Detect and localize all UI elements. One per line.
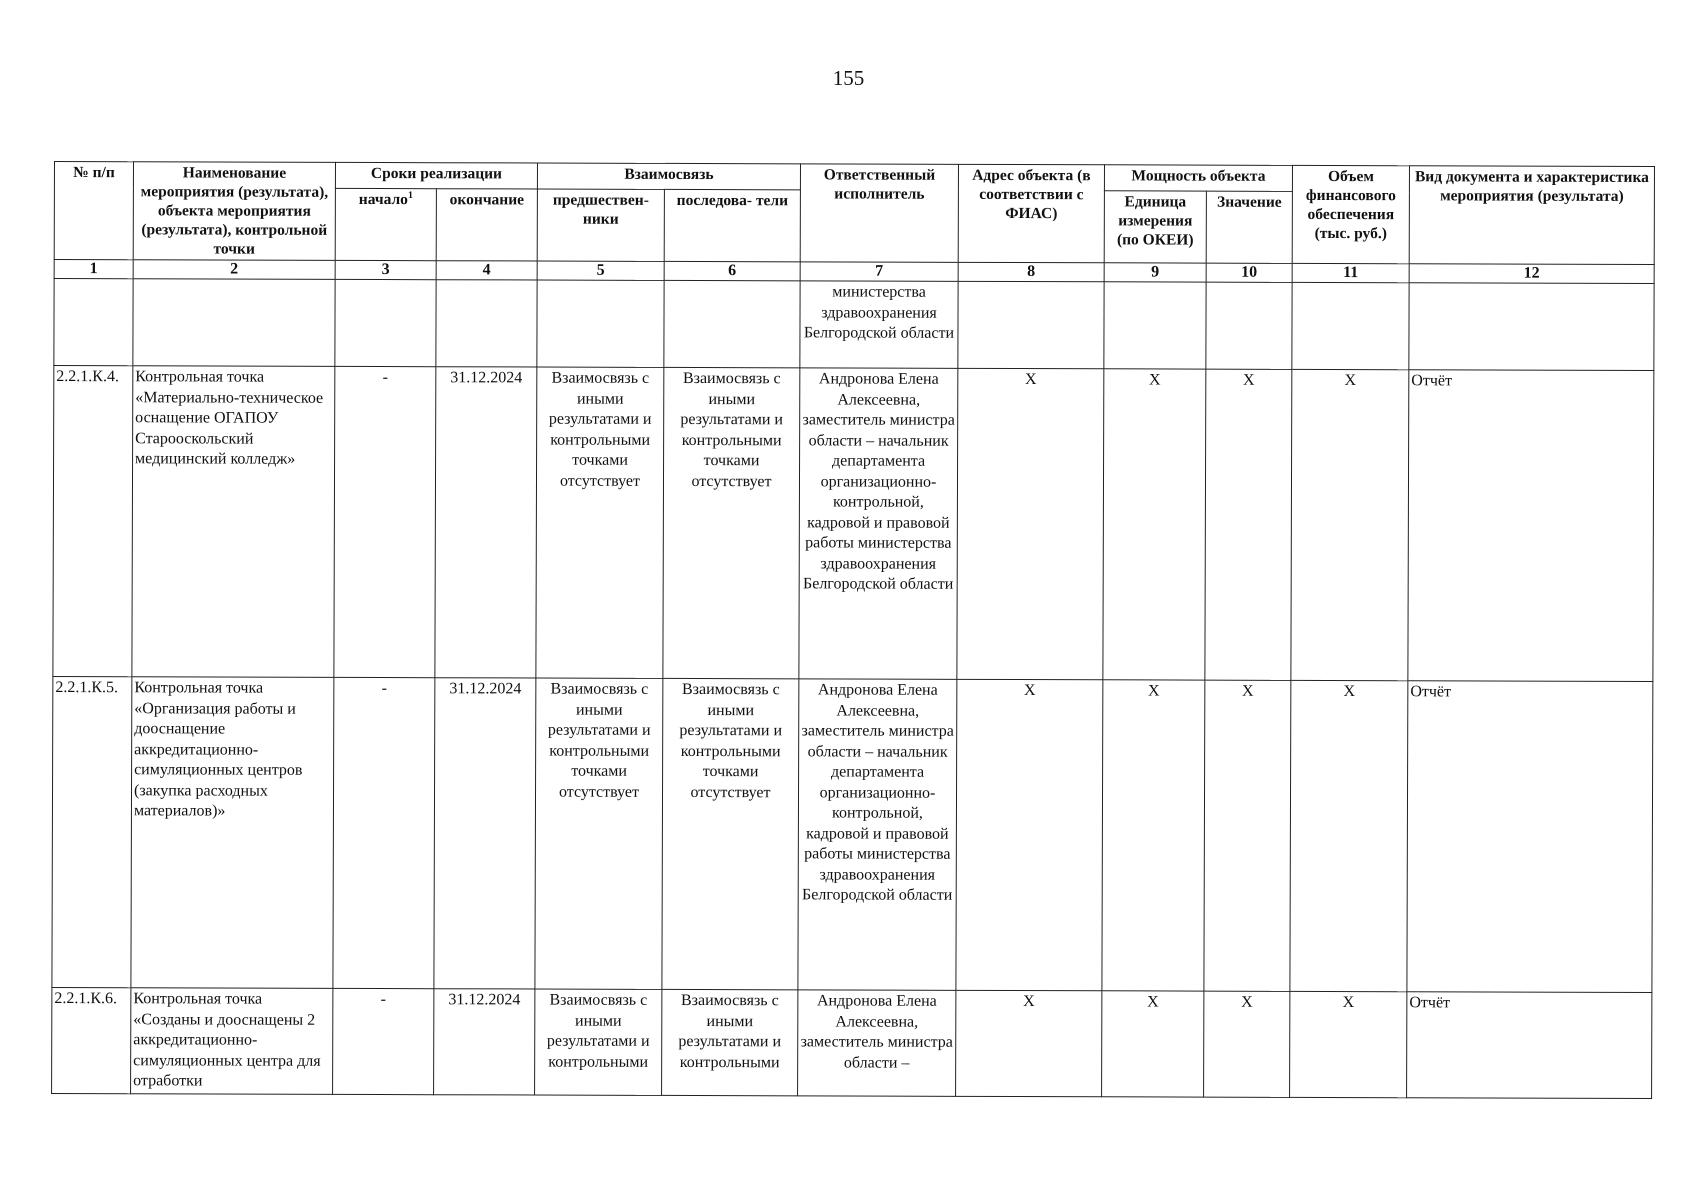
row-name: Контрольная точка «Материально-техническое оснащение ОГАПОУ Старооскольский медицинский колледж» — [132, 366, 335, 678]
colnum-5: 5 — [537, 261, 664, 280]
cont-doc — [1409, 283, 1654, 371]
row-unit: X — [1102, 991, 1204, 1097]
header-unit: Единица измерения (по ОКЕИ) — [1104, 191, 1206, 263]
row-doc: Отчёт — [1407, 992, 1652, 1098]
header-start — [335, 189, 436, 261]
row-finance: X — [1290, 991, 1407, 1097]
cont-value — [1206, 282, 1292, 369]
header-address: Адрес объекта (в соответствии с ФИАС) — [958, 164, 1104, 262]
row-pred: Взаимосвязь с иными результатами и контрольными точками отсутствует — [536, 367, 664, 678]
footnote-mark: 1 — [407, 190, 413, 202]
row-end: 31.12.2024 — [434, 989, 535, 1095]
header-finance: Объем финансового обеспечения (тыс. руб.) — [1292, 165, 1409, 263]
colnum-8: 8 — [958, 262, 1104, 281]
header-end: окончание — [436, 189, 537, 261]
row-next: Взаимосвязь с иными результатами и контрольными — [662, 989, 798, 1095]
header-row-1 — [54, 162, 1654, 193]
row-pred: Взаимосвязь с иными результатами и контрольными — [535, 989, 662, 1095]
row-num: 2.2.1.К.5. — [52, 676, 132, 987]
colnum-12: 12 — [1409, 264, 1654, 284]
row-next: Взаимосвязь с иными результатами и контрольными точками отсутствует — [663, 367, 800, 678]
row-pred: Взаимосвязь с иными результатами и контрольными точками отсутствует — [535, 678, 663, 989]
row-finance: X — [1290, 680, 1408, 991]
row-num: 2.2.1.К.4. — [53, 366, 133, 677]
header-relation-group: Взаимосвязь — [537, 163, 800, 190]
header-next: последова- тели — [664, 190, 800, 262]
row-doc: Отчёт — [1407, 681, 1653, 993]
row-next: Взаимосвязь с иными результатами и контрольными точками отсутствует — [662, 678, 799, 989]
cont-start — [335, 279, 436, 366]
colnum-1: 1 — [54, 260, 133, 279]
header-doc: Вид документа и характеристика мероприятия (результата) — [1409, 166, 1654, 265]
cont-responsible: министерства здравоохранения Белгородской области — [800, 281, 958, 368]
header-name: Наименование мероприятия (результата), объекта мероприятия (результата), контрольной точки — [133, 162, 335, 261]
row-responsible: Андронова Елена Алексеевна, заместитель министра области – — [798, 990, 956, 1096]
row-value: X — [1204, 680, 1291, 991]
header-value: Значение — [1206, 191, 1292, 263]
row-address: X — [956, 679, 1103, 990]
colnum-9: 9 — [1104, 263, 1206, 282]
header-terms-group: Сроки реализации — [335, 162, 537, 189]
row-name: Контрольная точка «Организация работы и дооснащение аккредитационно-симуляционных центров (закупка расходных материалов)» — [131, 677, 334, 989]
cont-finance — [1292, 282, 1409, 369]
cont-name — [133, 279, 335, 367]
table-row — [52, 676, 1653, 992]
row-start: - — [333, 988, 434, 1094]
row-num: 2.2.1.К.6. — [52, 987, 131, 1093]
row-value: X — [1204, 991, 1290, 1097]
cont-pred — [537, 280, 664, 367]
row-value: X — [1205, 369, 1292, 680]
header-start-label: начало — [358, 191, 408, 209]
header-pred: предшествен- ники — [537, 189, 664, 261]
continuation-row — [54, 279, 1654, 371]
plan-table — [51, 161, 1655, 1099]
row-responsible: Андронова Елена Алексеевна, заместитель министра области – начальник департамента организационно-контрольной, кадровой и правовой работы министерства здравоохранения Белгородской области — [798, 679, 957, 990]
row-address: X — [956, 990, 1102, 1096]
colnum-11: 11 — [1292, 263, 1409, 282]
page-number: 155 — [832, 66, 865, 90]
row-start: - — [334, 366, 436, 677]
table-row — [52, 987, 1652, 1098]
row-finance: X — [1291, 369, 1409, 680]
row-unit: X — [1102, 680, 1205, 991]
colnum-3: 3 — [335, 260, 436, 279]
cont-unit — [1104, 282, 1206, 369]
row-start: - — [333, 677, 435, 988]
row-unit: X — [1103, 369, 1206, 680]
row-responsible: Андронова Елена Алексеевна, заместитель министра области – начальник департамента организационно-контрольной, кадровой и правовой работы министерства здравоохранения Белгородской области — [799, 368, 958, 679]
cont-address — [958, 281, 1104, 368]
header-num: № п/п — [54, 162, 133, 260]
header-responsible: Ответственный исполнитель — [800, 164, 958, 262]
colnum-4: 4 — [436, 261, 537, 280]
row-end: 31.12.2024 — [434, 678, 536, 989]
row-name: Контрольная точка «Созданы и дооснащены 2 аккредитационно-симуляционных центра для отработки — [131, 988, 333, 1094]
colnum-7: 7 — [800, 262, 958, 281]
colnum-6: 6 — [664, 261, 800, 280]
row-address: X — [957, 368, 1104, 679]
cont-next — [664, 280, 800, 367]
colnum-10: 10 — [1206, 263, 1292, 282]
cont-end — [436, 280, 537, 367]
cont-num — [54, 279, 133, 366]
row-doc: Отчёт — [1408, 370, 1654, 682]
header-capacity-group: Мощность объекта — [1104, 165, 1292, 192]
row-end: 31.12.2024 — [435, 367, 537, 678]
table-row — [53, 366, 1654, 682]
colnum-2: 2 — [133, 260, 335, 280]
